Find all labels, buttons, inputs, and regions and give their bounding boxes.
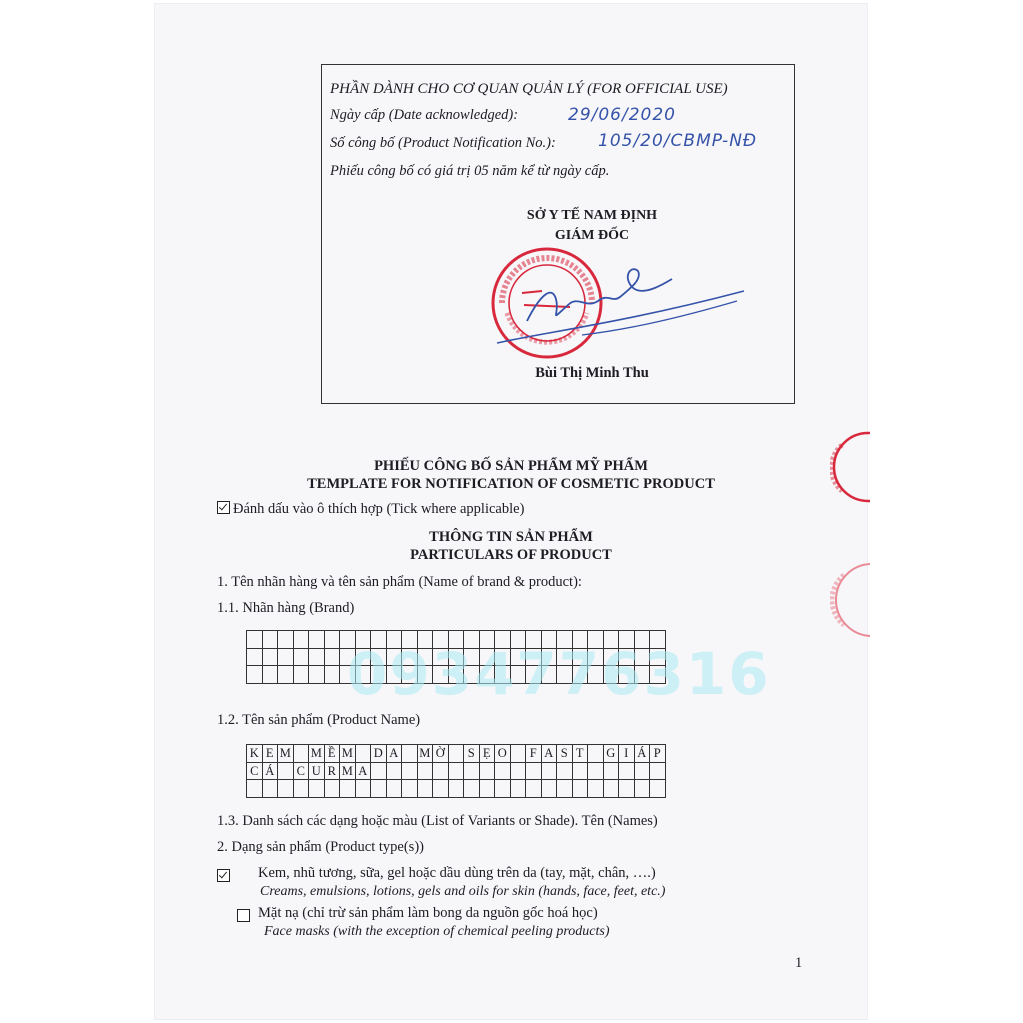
brand-grid-cell: [324, 631, 340, 649]
notification-number-label: Số công bố (Product Notification No.):: [330, 135, 556, 151]
product-name-cell: [464, 780, 480, 798]
product-name-cell: [448, 780, 464, 798]
product-name-cell: [247, 780, 263, 798]
product-name-cell: C: [293, 762, 309, 780]
product-name-cell: Ẹ: [479, 745, 495, 763]
product-name-cell: [309, 780, 325, 798]
product-name-cell: [526, 762, 542, 780]
product-name-cell: [541, 762, 557, 780]
product-name-cell: Á: [634, 745, 650, 763]
authority-name: SỞ Y TẾ NAM ĐỊNH: [526, 208, 658, 223]
product-name-cell: [448, 745, 464, 763]
brand-grid-cell: [278, 648, 294, 666]
brand-grid-cell: [309, 648, 325, 666]
product-name-cell: [479, 762, 495, 780]
brand-grid-cell: [247, 666, 263, 684]
notification-number-value: 105/20/CBMP-NĐ: [598, 131, 758, 151]
product-name-cell: [340, 780, 356, 798]
product-name-cell: I: [619, 745, 635, 763]
product-name-cell: [603, 780, 619, 798]
product-name-cell: [619, 762, 635, 780]
product-name-cell: [386, 762, 402, 780]
product-name-cell: S: [464, 745, 480, 763]
watermark-phone: 0934776316: [347, 640, 771, 708]
official-use-title: PHẦN DÀNH CHO CƠ QUAN QUẢN LÝ (FOR OFFICIAL USE): [330, 81, 728, 97]
product-name-cell: [588, 745, 604, 763]
option-2-vi: Mặt nạ (chỉ trừ sản phẩm làm bong da nguồn gốc hoá học): [258, 905, 598, 921]
section-title-en: PARTICULARS OF PRODUCT: [410, 547, 612, 563]
product-name-cell: M: [417, 745, 433, 763]
product-name-cell: [495, 780, 511, 798]
section-title-vi: THÔNG TIN SẢN PHẨM: [429, 529, 593, 545]
authority-position: GIÁM ĐỐC: [554, 228, 630, 243]
product-name-cell: [541, 780, 557, 798]
brand-grid-cell: [324, 648, 340, 666]
product-name-cell: [355, 745, 371, 763]
product-name-cell: F: [526, 745, 542, 763]
product-name-cell: C: [247, 762, 263, 780]
product-name-cell: [355, 780, 371, 798]
product-name-cell: A: [355, 762, 371, 780]
product-name-cell: O: [495, 745, 511, 763]
product-name-cell: Ờ: [433, 745, 449, 763]
question-1: 1. Tên nhãn hàng và tên sản phẩm (Name of brand & product):: [217, 574, 582, 590]
product-name-cell: [479, 780, 495, 798]
product-name-cell: [650, 762, 666, 780]
official-stamp-signature: [482, 235, 752, 375]
product-name-cell: [402, 745, 418, 763]
tick-note: [217, 501, 524, 518]
product-name-cell: [262, 780, 278, 798]
brand-grid-cell: [293, 631, 309, 649]
signer-name: Bùi Thị Minh Thu: [535, 365, 649, 381]
question-2: 2. Dạng sản phẩm (Product type(s)): [217, 839, 424, 855]
validity-note: Phiếu công bố có giá trị 05 năm kể từ ngày cấp.: [330, 163, 610, 179]
checkbox-icon: [217, 501, 230, 514]
question-1-2: 1.2. Tên sản phẩm (Product Name): [217, 712, 421, 728]
product-name-cell: S: [557, 745, 573, 763]
brand-grid-cell: [278, 631, 294, 649]
product-name-cell: G: [603, 745, 619, 763]
brand-grid-cell: [262, 631, 278, 649]
option-2-en: Face masks (with the exception of chemical peeling products): [264, 924, 610, 939]
date-acknowledged-value: 29/06/2020: [568, 105, 676, 125]
product-name-cell: Á: [262, 762, 278, 780]
product-name-cell: [278, 780, 294, 798]
product-name-cell: T: [572, 745, 588, 763]
product-name-row: [247, 762, 666, 780]
product-name-cell: [402, 762, 418, 780]
product-name-cell: [495, 762, 511, 780]
product-name-cell: [572, 780, 588, 798]
form-title-vi: PHIẾU CÔNG BỐ SẢN PHẨM MỸ PHẨM: [374, 458, 648, 474]
product-name-cell: [293, 745, 309, 763]
form-title-en: TEMPLATE FOR NOTIFICATION OF COSMETIC PRODUCT: [307, 476, 715, 492]
product-name-grid: [246, 744, 666, 798]
product-name-cell: [634, 780, 650, 798]
option-1-vi: Kem, nhũ tương, sữa, gel hoặc dầu dùng trên da (tay, mặt, chân, ….): [258, 865, 656, 881]
brand-grid-cell: [293, 648, 309, 666]
date-acknowledged-label: Ngày cấp (Date acknowledged):: [330, 107, 519, 123]
brand-grid-cell: [278, 666, 294, 684]
page-number: 1: [795, 955, 803, 971]
product-name-cell: [526, 780, 542, 798]
question-1-1: 1.1. Nhãn hàng (Brand): [217, 600, 355, 616]
product-name-cell: [371, 762, 387, 780]
product-name-cell: [324, 780, 340, 798]
product-name-cell: E: [262, 745, 278, 763]
product-name-cell: [278, 762, 294, 780]
brand-grid-cell: [293, 666, 309, 684]
product-name-cell: P: [650, 745, 666, 763]
brand-grid-cell: [247, 631, 263, 649]
official-use-box: [321, 64, 795, 404]
product-name-cell: [634, 762, 650, 780]
edge-seal-stamps: [830, 425, 870, 655]
product-name-cell: [433, 762, 449, 780]
brand-grid-cell: [247, 648, 263, 666]
product-name-cell: [619, 780, 635, 798]
product-name-cell: [557, 780, 573, 798]
product-name-cell: [510, 745, 526, 763]
product-name-cell: [433, 780, 449, 798]
option-1-en: Creams, emulsions, lotions, gels and oils for skin (hands, face, feet, etc.): [260, 884, 666, 899]
product-name-cell: [588, 780, 604, 798]
product-name-cell: [402, 780, 418, 798]
option-2-checkbox[interactable]: [237, 909, 250, 922]
product-name-cell: [557, 762, 573, 780]
brand-grid-cell: [309, 666, 325, 684]
product-name-cell: A: [541, 745, 557, 763]
product-name-cell: K: [247, 745, 263, 763]
product-name-cell: [417, 762, 433, 780]
product-name-cell: R: [324, 762, 340, 780]
option-1-checkbox[interactable]: [217, 869, 230, 882]
product-name-cell: [572, 762, 588, 780]
product-name-cell: M: [278, 745, 294, 763]
product-name-row: [247, 745, 666, 763]
product-name-cell: [386, 780, 402, 798]
product-name-cell: M: [340, 745, 356, 763]
product-name-cell: Ề: [324, 745, 340, 763]
product-name-cell: [603, 762, 619, 780]
product-name-cell: D: [371, 745, 387, 763]
product-name-cell: [448, 762, 464, 780]
product-name-cell: [588, 762, 604, 780]
brand-grid-cell: [324, 666, 340, 684]
product-name-cell: [371, 780, 387, 798]
product-name-cell: [293, 780, 309, 798]
document-page: [155, 4, 867, 1019]
question-1-3: 1.3. Danh sách các dạng hoặc màu (List of Variants or Shade). Tên (Names): [217, 813, 658, 829]
product-name-cell: M: [340, 762, 356, 780]
product-name-cell: [510, 780, 526, 798]
brand-grid-cell: [262, 666, 278, 684]
product-name-cell: [650, 780, 666, 798]
product-name-cell: [464, 762, 480, 780]
tick-note-text: Đánh dấu vào ô thích hợp (Tick where applicable): [233, 501, 525, 517]
product-name-cell: U: [309, 762, 325, 780]
product-name-row: [247, 780, 666, 798]
product-name-cell: M: [309, 745, 325, 763]
brand-grid-cell: [309, 631, 325, 649]
brand-grid-cell: [262, 648, 278, 666]
product-name-cell: [417, 780, 433, 798]
product-name-cell: [510, 762, 526, 780]
product-name-cell: A: [386, 745, 402, 763]
